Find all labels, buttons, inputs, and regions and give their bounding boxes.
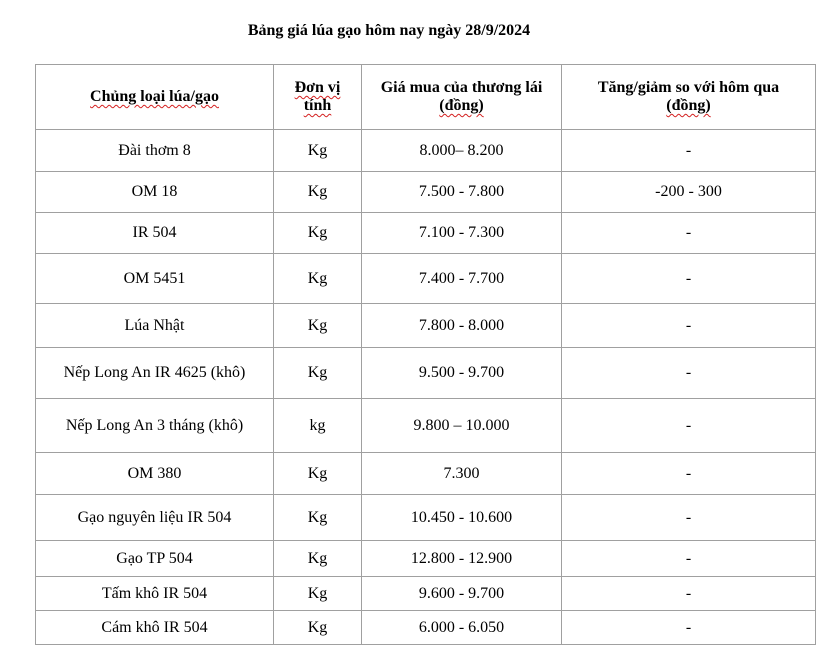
cell-price: 9.600 - 9.700 <box>362 577 562 611</box>
cell-change: - <box>562 213 816 254</box>
table-row <box>36 254 816 304</box>
header-change <box>562 65 816 130</box>
cell-price: 8.000– 8.200 <box>362 130 562 172</box>
cell-unit: Kg <box>274 453 362 495</box>
cell-type: Đài thơm 8 <box>36 130 274 172</box>
cell-type: Cám khô IR 504 <box>36 611 274 645</box>
table-row <box>36 348 816 399</box>
cell-unit: Kg <box>274 172 362 213</box>
cell-change: - <box>562 304 816 348</box>
cell-price: 6.000 - 6.050 <box>362 611 562 645</box>
cell-change: - <box>562 577 816 611</box>
table-row <box>36 172 816 213</box>
cell-type: IR 504 <box>36 213 274 254</box>
cell-type: OM 380 <box>36 453 274 495</box>
header-price-line1: Giá mua của thương lái <box>380 79 543 96</box>
cell-change: - <box>562 495 816 541</box>
header-unit-line2: tính <box>303 97 332 114</box>
cell-price: 12.800 - 12.900 <box>362 541 562 577</box>
table-row <box>36 611 816 645</box>
table-row <box>36 453 816 495</box>
table-row <box>36 577 816 611</box>
table-row <box>36 399 816 453</box>
cell-change: -200 - 300 <box>562 172 816 213</box>
header-change-line2: (đồng) <box>666 97 711 114</box>
cell-type: Tấm khô IR 504 <box>36 577 274 611</box>
cell-price: 7.400 - 7.700 <box>362 254 562 304</box>
cell-change: - <box>562 130 816 172</box>
cell-type: Lúa Nhật <box>36 304 274 348</box>
cell-unit: Kg <box>274 577 362 611</box>
cell-unit: Kg <box>274 130 362 172</box>
cell-price: 10.450 - 10.600 <box>362 495 562 541</box>
cell-unit: Kg <box>274 304 362 348</box>
cell-type: Gạo TP 504 <box>36 541 274 577</box>
cell-type: Nếp Long An 3 tháng (khô) <box>36 399 274 453</box>
cell-unit: Kg <box>274 348 362 399</box>
cell-type: OM 5451 <box>36 254 274 304</box>
header-price-line2: (đồng) <box>439 97 484 114</box>
header-unit-line1: Đơn vị <box>294 79 341 96</box>
table-header-row <box>36 65 816 130</box>
rice-price-table <box>35 64 816 645</box>
cell-type: Nếp Long An IR 4625 (khô) <box>36 348 274 399</box>
cell-price: 9.500 - 9.700 <box>362 348 562 399</box>
cell-price: 7.300 <box>362 453 562 495</box>
header-unit <box>274 65 362 130</box>
cell-change: - <box>562 453 816 495</box>
cell-unit: kg <box>274 399 362 453</box>
cell-change: - <box>562 611 816 645</box>
cell-unit: Kg <box>274 611 362 645</box>
table-row <box>36 213 816 254</box>
cell-change: - <box>562 348 816 399</box>
cell-price: 7.100 - 7.300 <box>362 213 562 254</box>
cell-change: - <box>562 254 816 304</box>
table-row <box>36 130 816 172</box>
header-price <box>362 65 562 130</box>
table-row <box>36 304 816 348</box>
cell-change: - <box>562 541 816 577</box>
document-title: Bảng giá lúa gạo hôm nay ngày 28/9/2024 <box>247 22 531 39</box>
cell-change: - <box>562 399 816 453</box>
cell-price: 9.800 – 10.000 <box>362 399 562 453</box>
cell-type: Gạo nguyên liệu IR 504 <box>36 495 274 541</box>
cell-unit: Kg <box>274 541 362 577</box>
cell-unit: Kg <box>274 495 362 541</box>
cell-unit: Kg <box>274 254 362 304</box>
header-type <box>36 65 274 130</box>
cell-type: OM 18 <box>36 172 274 213</box>
header-change-line1: Tăng/giảm so với hôm qua <box>597 79 780 96</box>
table-row <box>36 541 816 577</box>
cell-price: 7.800 - 8.000 <box>362 304 562 348</box>
header-type-label: Chủng loại lúa/gạo <box>90 88 219 105</box>
cell-unit: Kg <box>274 213 362 254</box>
table-row <box>36 495 816 541</box>
cell-price: 7.500 - 7.800 <box>362 172 562 213</box>
